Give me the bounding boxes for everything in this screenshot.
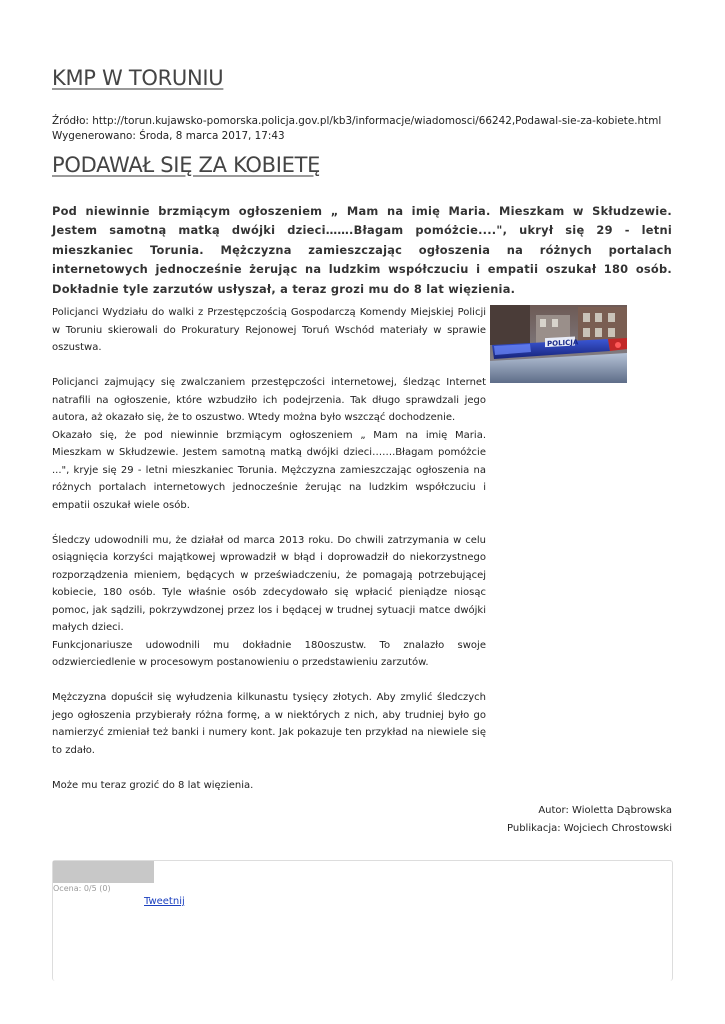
paragraph: Funkcjonariusze udowodnili mu dokładnie 180oszustw. To znalazło swoje odzwierciedlenie w procesowym postanowieniu o przedstawieniu zarzutów.	[52, 639, 486, 668]
rating-label: Ocena: 0/5 (0)	[53, 884, 111, 893]
paragraph: Okazało się, że pod niewinnie brzmiącym ogłoszeniem „ Mam na imię Maria. Mieszkam w Skłudzewie. Jestem samotną matką dwójki dzieci…….Błagam pomóżcie ...", kryje się 29 - letni mieszkaniec Torunia. Mężczyzna zamieszczając ogłoszenia na różnych portalach internetowych jednocześnie żerując na ludzkim współczuciu i empatii oszukał wiele osób.	[52, 429, 486, 511]
tweet-link[interactable]: Tweetnij	[144, 896, 185, 907]
rating-panel	[52, 860, 673, 981]
police-car-photo	[490, 305, 627, 383]
document-meta	[52, 114, 661, 144]
paragraph: Policjanci zajmujący się zwalczaniem przestępczości internetowej, śledząc Internet natrafili na ogłoszenie, które wzbudziło ich podejrzenia. Tak długo sprawdzali jego autora, aż okazało się, że to oszustwo. Wtedy można było wszcząć dochodzenie.	[52, 377, 486, 423]
paragraph: Może mu teraz grozić do 8 lat więzienia.	[52, 779, 254, 791]
paragraph: Śledczy udowodnili mu, że działał od marca 2013 roku. Do chwili zatrzymania w celu osiągnięcia korzyści majątkowej wprowadził w błąd i doprowadził do niekorzystnego rozporządzenia mieniem, będących w przeświadczeniu, że pomagają potrzebującej kobiecie, 180 osób. Tyle właśnie osób zdecydowało się wpłacić pieniądze niosąc pomoc, jak sądzili, pokrzywdzonej przez los i będącej w trudnej sytuacji matce dwójki małych dzieci.	[52, 534, 486, 633]
paragraph: Policjanci Wydziału do walki z Przestępczością Gospodarczą Komendy Miejskiej Policji w Toruniu skierowali do Prokuratury Rejonowej Toruń Wschód materiały w sprawie oszustwa.	[52, 307, 486, 353]
rating-bar[interactable]	[53, 861, 154, 883]
author-block	[507, 802, 672, 837]
source-url: Źródło: http://torun.kujawsko-pomorska.policja.gov.pl/kb3/informacje/wiadomosci/66242,Podawal-sie-za-kobiete.html	[52, 115, 662, 127]
author-name: Autor: Wioletta Dąbrowska	[538, 805, 672, 816]
generated-date: Wygenerowano: Środa, 8 marca 2017, 17:43	[52, 130, 285, 142]
photo-sign-text: POLICJA	[547, 338, 579, 349]
article-lead: Pod niewinnie brzmiącym ogłoszeniem „ Mam na imię Maria. Mieszkam w Skłudzewie. Jestem samotną matką dwójki dzieci…….Błagam pomóżcie....", ukrył się 29 - letni mieszkaniec Torunia. Mężczyzna zamieszczając ogłoszenia na różnych portalach internetowych jednocześnie żerując na ludzkim współczuciu i empatii oszukał 180 osób. Dokładnie tyle zarzutów usłyszał, a teraz grozi mu do 8 lat więzienia.	[52, 204, 672, 296]
paragraph: Mężczyzna dopuścił się wyłudzenia kilkunastu tysięcy złotych. Aby zmylić śledczych jego ogłoszenia przybierały różna formę, a w niektórych z nich, aby trudniej było go namierzyć zmieniał też banki i numery kont. Jak pokazuje ten przykład na niewiele się to zdało.	[52, 692, 486, 756]
publication-name: Publikacja: Wojciech Chrostowski	[507, 822, 672, 834]
article-body	[52, 304, 486, 794]
article-title: PODAWAŁ SIĘ ZA KOBIETĘ	[52, 153, 321, 177]
site-title: KMP W TORUNIU	[52, 66, 224, 90]
